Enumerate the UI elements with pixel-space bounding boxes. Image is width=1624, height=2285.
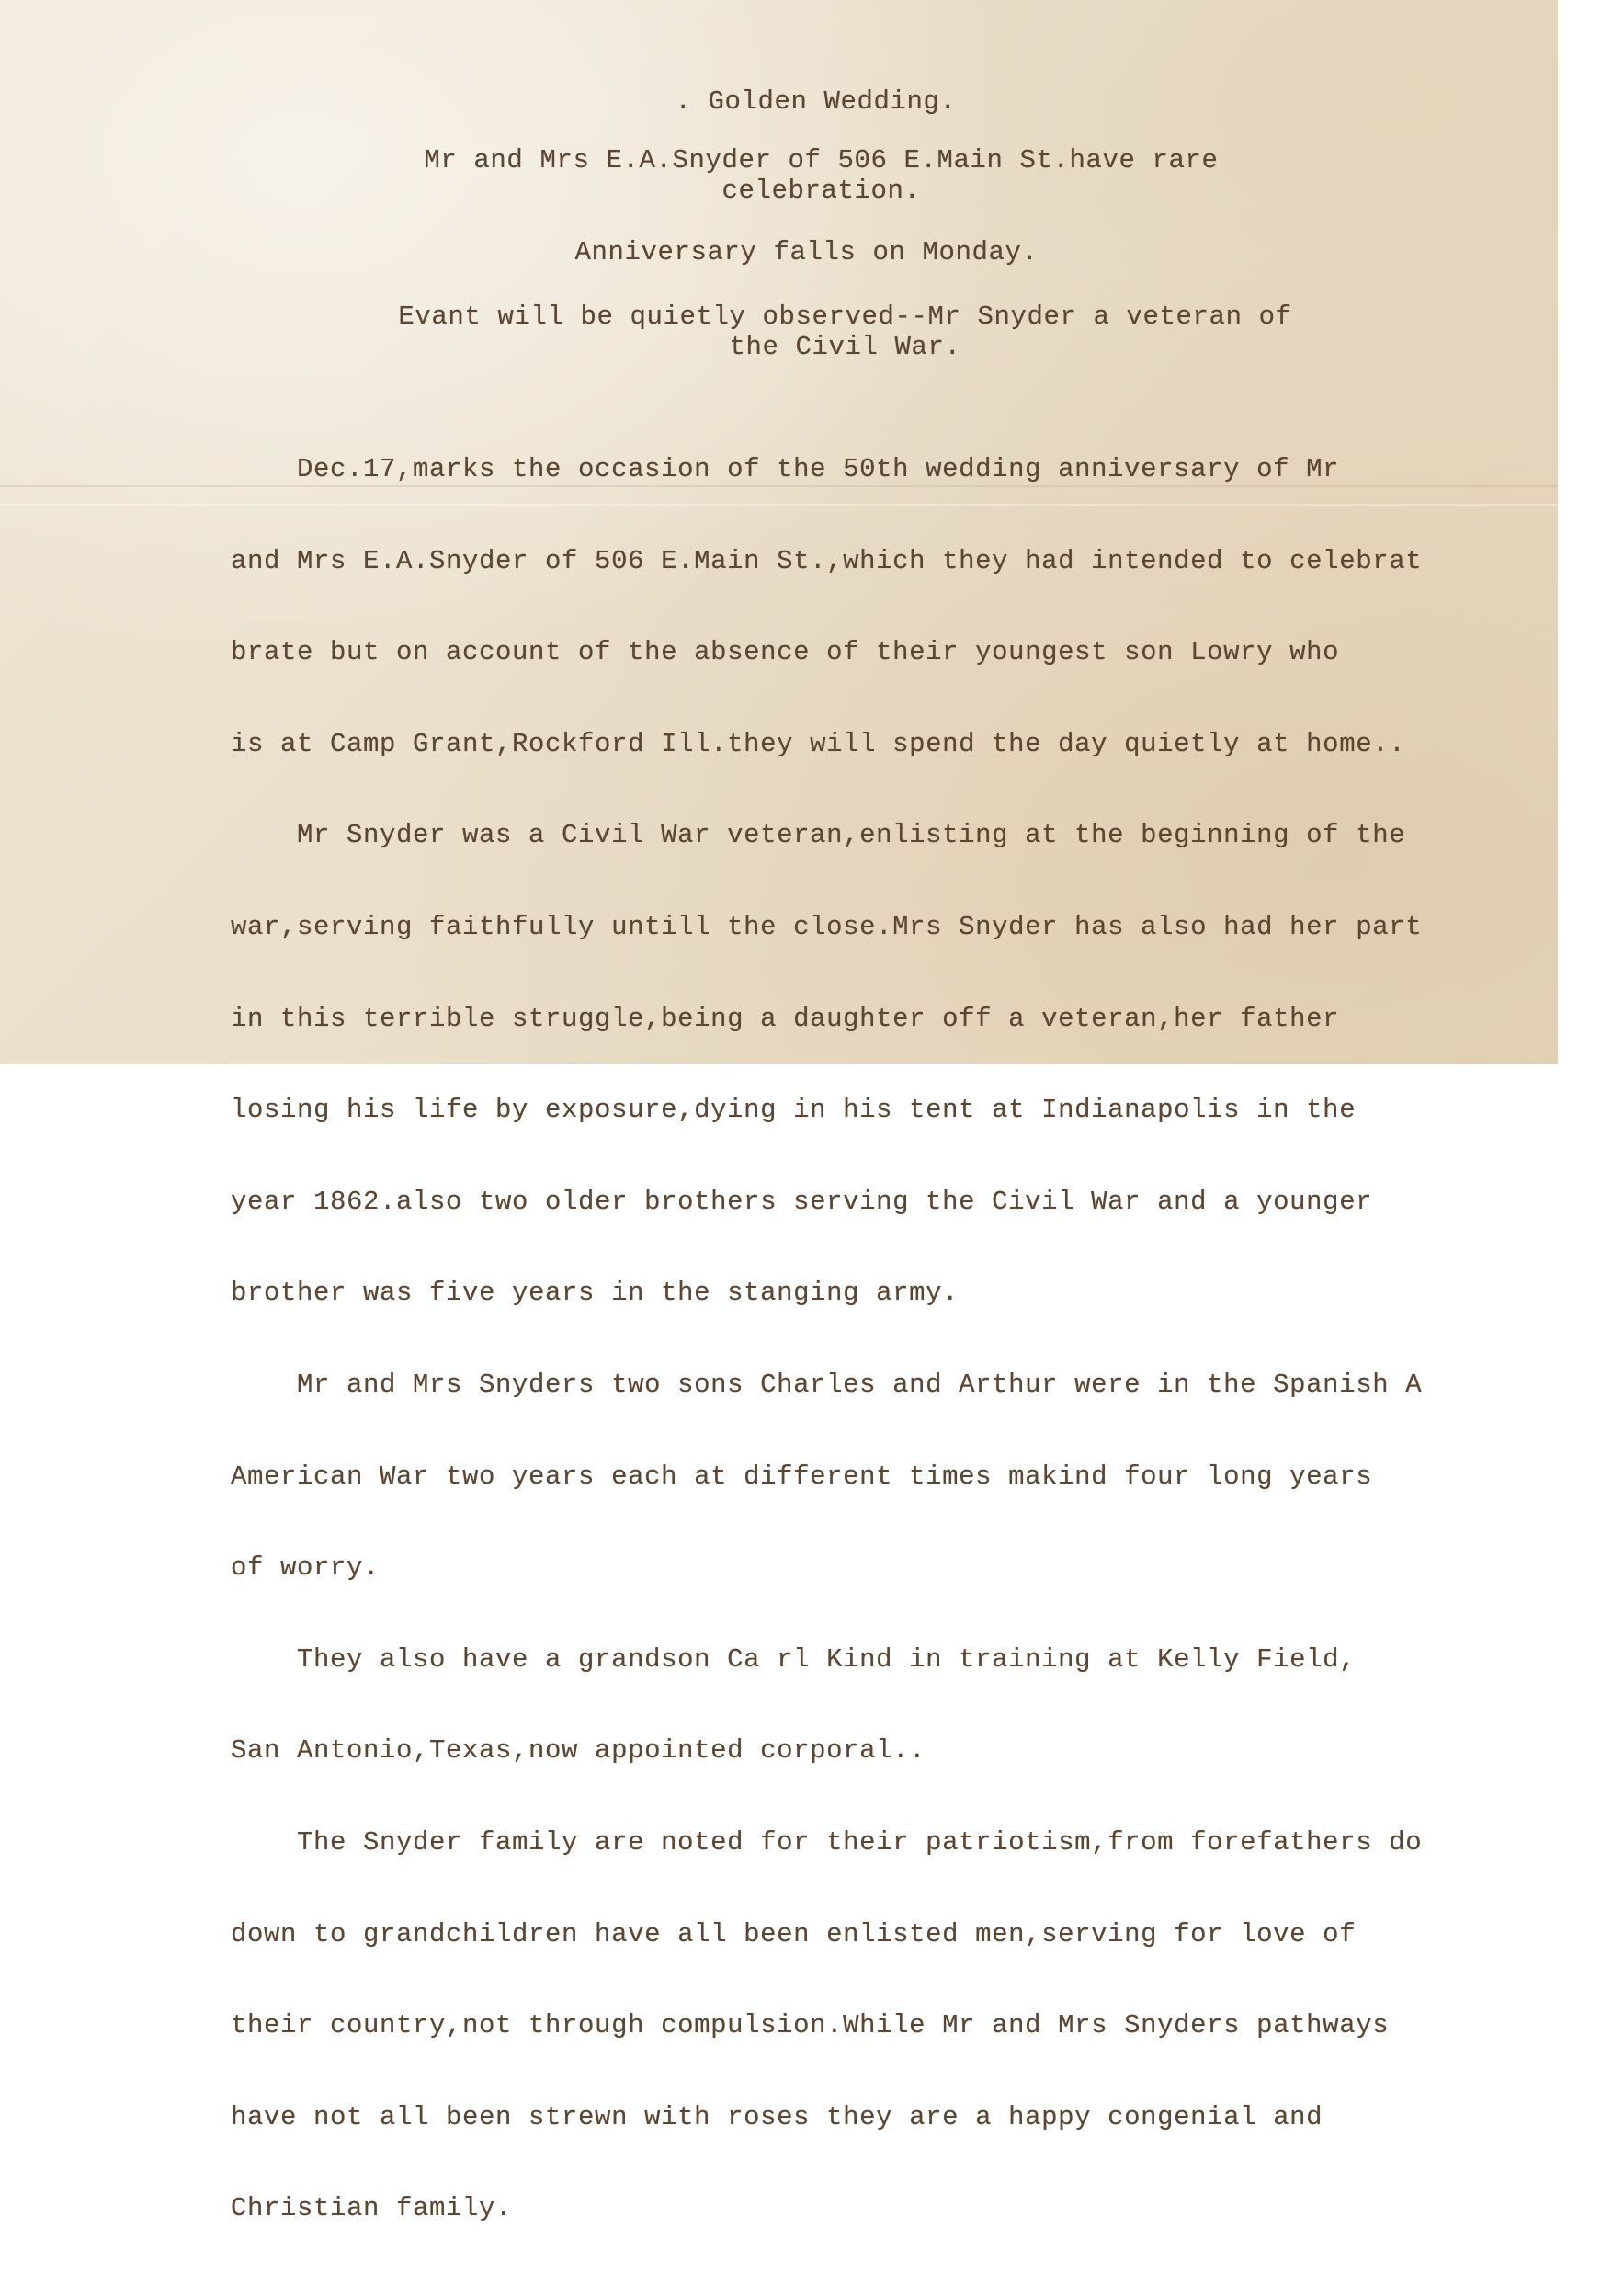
body-line: war,serving faithfully untill the close.Mrs Snyder has also had her part <box>231 911 1423 942</box>
body-line: The Snyder family are noted for their patriotism,from forefathers do <box>231 1826 1423 1858</box>
article-subheading-anniversary: Anniversary falls on Monday. <box>574 237 1039 267</box>
body-line: San Antonio,Texas,now appointed corporal.. <box>231 1735 926 1767</box>
body-line: Christian family. <box>231 2193 513 2224</box>
body-line: Mr and Mrs Snyders two sons Charles and Arthur were in the Spanish A <box>231 1369 1423 1400</box>
body-line: their country,not through compulsion.While Mr and Mrs Snyders pathways <box>231 2010 1390 2041</box>
article-body <box>231 393 1422 2285</box>
body-line: down to grandchildren have all been enlisted men,serving for love of <box>231 1918 1357 1950</box>
article-subheading-celebration: Mr and Mrs E.A.Snyder of 506 E.Main St.have rare celebration. <box>424 145 1219 206</box>
article-subheading-observance: Evant will be quietly observed--Mr Snyder a veteran of the Civil War. <box>398 301 1292 362</box>
body-line: of worry. <box>231 1552 380 1584</box>
body-line: have not all been strewn with roses they are a happy congenial and <box>231 2101 1323 2132</box>
scan-bottom-margin <box>0 1064 1558 1081</box>
body-line: American War two years each at different times makind four long years <box>231 1461 1373 1492</box>
body-line: Dec.17,marks the occasion of the 50th wedding anniversary of Mr <box>231 454 1340 484</box>
body-line: in this terrible struggle,being a daughter off a veteran,her father <box>231 1003 1340 1034</box>
body-line: They also have a grandson Ca rl Kind in training at Kelly Field, <box>231 1643 1357 1675</box>
body-line: and Mrs E.A.Snyder of 506 E.Main St.,which they had intended to celebrat <box>231 545 1423 576</box>
article-title: . Golden Wedding. <box>675 86 957 117</box>
body-line: losing his life by exposure,dying in his tent at Indianapolis in the <box>231 1095 1357 1126</box>
body-line: Mr Snyder was a Civil War veteran,enlisting at the beginning of the <box>231 820 1406 851</box>
body-line: year 1862.also two older brothers serving the Civil War and a younger <box>231 1186 1373 1217</box>
body-line: is at Camp Grant,Rockford Ill.they will spend the day quietly at home.. <box>231 728 1406 759</box>
body-line: brother was five years in the stanging army. <box>231 1278 960 1309</box>
body-line: brate but on account of the absence of their youngest son Lowry who <box>231 637 1340 668</box>
